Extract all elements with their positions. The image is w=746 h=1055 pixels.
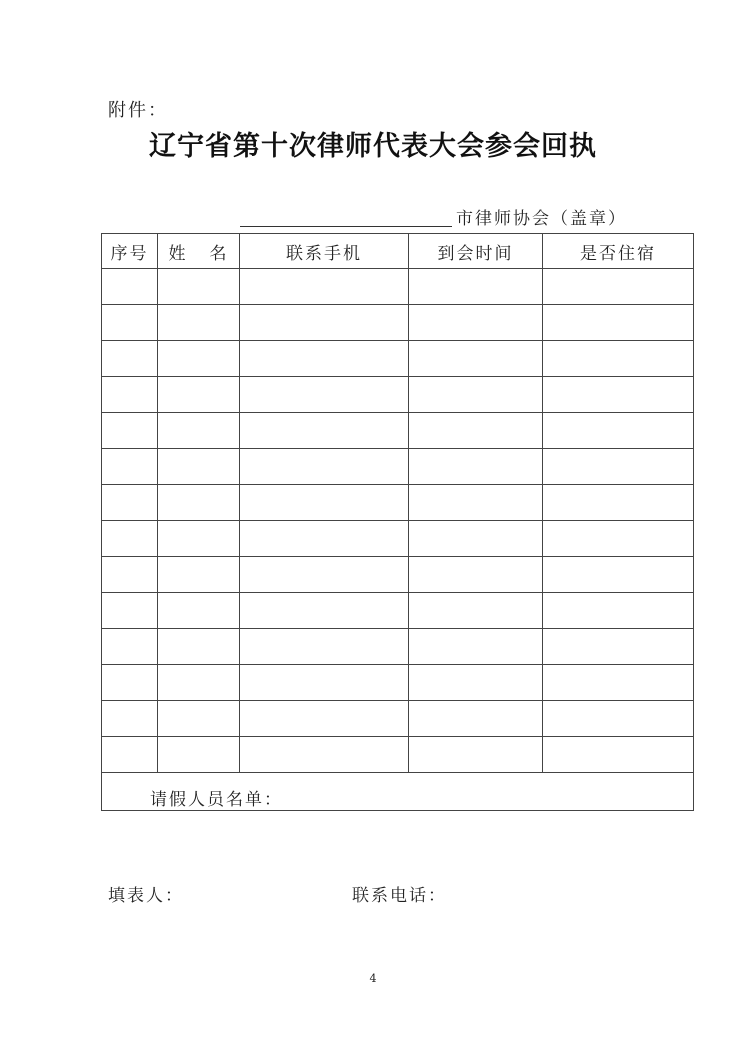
number-cell[interactable] xyxy=(102,557,158,593)
table-row xyxy=(102,341,694,377)
name-cell[interactable] xyxy=(158,413,240,449)
table-row xyxy=(102,593,694,629)
mobile-cell[interactable] xyxy=(240,377,409,413)
table-row xyxy=(102,665,694,701)
number-cell[interactable] xyxy=(102,341,158,377)
arrival-time-cell[interactable] xyxy=(409,557,543,593)
table-row xyxy=(102,269,694,305)
mobile-cell[interactable] xyxy=(240,413,409,449)
name-cell[interactable] xyxy=(158,557,240,593)
mobile-cell[interactable] xyxy=(240,593,409,629)
number-cell[interactable] xyxy=(102,305,158,341)
mobile-cell[interactable] xyxy=(240,305,409,341)
mobile-cell[interactable] xyxy=(240,629,409,665)
mobile-cell[interactable] xyxy=(240,737,409,773)
number-cell[interactable] xyxy=(102,269,158,305)
name-cell[interactable] xyxy=(158,269,240,305)
col-header-name-surname: 姓 xyxy=(168,243,188,264)
leave-list-label: 请假人员名单： xyxy=(150,790,283,810)
accommodation-cell[interactable] xyxy=(543,413,694,449)
arrival-time-cell[interactable] xyxy=(409,593,543,629)
number-cell[interactable] xyxy=(102,377,158,413)
table-body xyxy=(102,269,694,773)
accommodation-cell[interactable] xyxy=(543,485,694,521)
mobile-cell[interactable] xyxy=(240,701,409,737)
accommodation-cell[interactable] xyxy=(543,305,694,341)
arrival-time-cell[interactable] xyxy=(409,665,543,701)
page-number: 4 xyxy=(369,972,377,985)
arrival-time-cell[interactable] xyxy=(409,449,543,485)
arrival-time-cell[interactable] xyxy=(409,305,543,341)
col-header-name xyxy=(158,234,240,269)
table-row xyxy=(102,413,694,449)
mobile-cell[interactable] xyxy=(240,521,409,557)
number-cell[interactable] xyxy=(102,629,158,665)
table-row xyxy=(102,701,694,737)
arrival-time-cell[interactable] xyxy=(409,629,543,665)
arrival-time-cell[interactable] xyxy=(409,701,543,737)
arrival-time-cell[interactable] xyxy=(409,485,543,521)
form-title: 辽宁省第十次律师代表大会参会回执 xyxy=(149,131,597,162)
table-row xyxy=(102,377,694,413)
arrival-time-cell[interactable] xyxy=(409,341,543,377)
name-cell[interactable] xyxy=(158,665,240,701)
col-header-mobile: 联系手机 xyxy=(240,234,409,269)
filler-label: 填表人： xyxy=(108,886,184,906)
number-cell[interactable] xyxy=(102,701,158,737)
name-cell[interactable] xyxy=(158,521,240,557)
association-seal-label: 市律师协会（盖章） xyxy=(456,209,627,229)
attachment-label: 附件： xyxy=(108,100,168,121)
association-name-blank[interactable] xyxy=(240,226,452,227)
mobile-cell[interactable] xyxy=(240,449,409,485)
mobile-cell[interactable] xyxy=(240,557,409,593)
table-row xyxy=(102,629,694,665)
arrival-time-cell[interactable] xyxy=(409,521,543,557)
col-header-name-given: 名 xyxy=(209,243,229,264)
table-row xyxy=(102,521,694,557)
accommodation-cell[interactable] xyxy=(543,377,694,413)
name-cell[interactable] xyxy=(158,449,240,485)
table-row xyxy=(102,305,694,341)
table-row xyxy=(102,557,694,593)
col-header-number: 序号 xyxy=(102,234,158,269)
name-cell[interactable] xyxy=(158,341,240,377)
name-cell[interactable] xyxy=(158,593,240,629)
accommodation-cell[interactable] xyxy=(543,737,694,773)
attendance-table xyxy=(101,233,694,811)
mobile-cell[interactable] xyxy=(240,269,409,305)
accommodation-cell[interactable] xyxy=(543,593,694,629)
name-cell[interactable] xyxy=(158,701,240,737)
arrival-time-cell[interactable] xyxy=(409,269,543,305)
accommodation-cell[interactable] xyxy=(543,701,694,737)
phone-label: 联系电话： xyxy=(352,886,447,906)
accommodation-cell[interactable] xyxy=(543,521,694,557)
name-cell[interactable] xyxy=(158,485,240,521)
name-cell[interactable] xyxy=(158,737,240,773)
number-cell[interactable] xyxy=(102,593,158,629)
mobile-cell[interactable] xyxy=(240,665,409,701)
table-row xyxy=(102,485,694,521)
col-header-arrival-time: 到会时间 xyxy=(409,234,543,269)
number-cell[interactable] xyxy=(102,485,158,521)
mobile-cell[interactable] xyxy=(240,341,409,377)
number-cell[interactable] xyxy=(102,521,158,557)
accommodation-cell[interactable] xyxy=(543,269,694,305)
accommodation-cell[interactable] xyxy=(543,449,694,485)
col-header-accommodation: 是否住宿 xyxy=(543,234,694,269)
arrival-time-cell[interactable] xyxy=(409,377,543,413)
leave-row xyxy=(102,773,694,811)
mobile-cell[interactable] xyxy=(240,485,409,521)
number-cell[interactable] xyxy=(102,665,158,701)
table-header-row xyxy=(102,234,694,269)
leave-list-cell[interactable] xyxy=(102,773,694,811)
table-row xyxy=(102,449,694,485)
table-row xyxy=(102,737,694,773)
accommodation-cell[interactable] xyxy=(543,665,694,701)
number-cell[interactable] xyxy=(102,449,158,485)
accommodation-cell[interactable] xyxy=(543,629,694,665)
arrival-time-cell[interactable] xyxy=(409,413,543,449)
name-cell[interactable] xyxy=(158,377,240,413)
number-cell[interactable] xyxy=(102,737,158,773)
accommodation-cell[interactable] xyxy=(543,341,694,377)
name-cell[interactable] xyxy=(158,629,240,665)
arrival-time-cell[interactable] xyxy=(409,737,543,773)
name-cell[interactable] xyxy=(158,305,240,341)
number-cell[interactable] xyxy=(102,413,158,449)
accommodation-cell[interactable] xyxy=(543,557,694,593)
